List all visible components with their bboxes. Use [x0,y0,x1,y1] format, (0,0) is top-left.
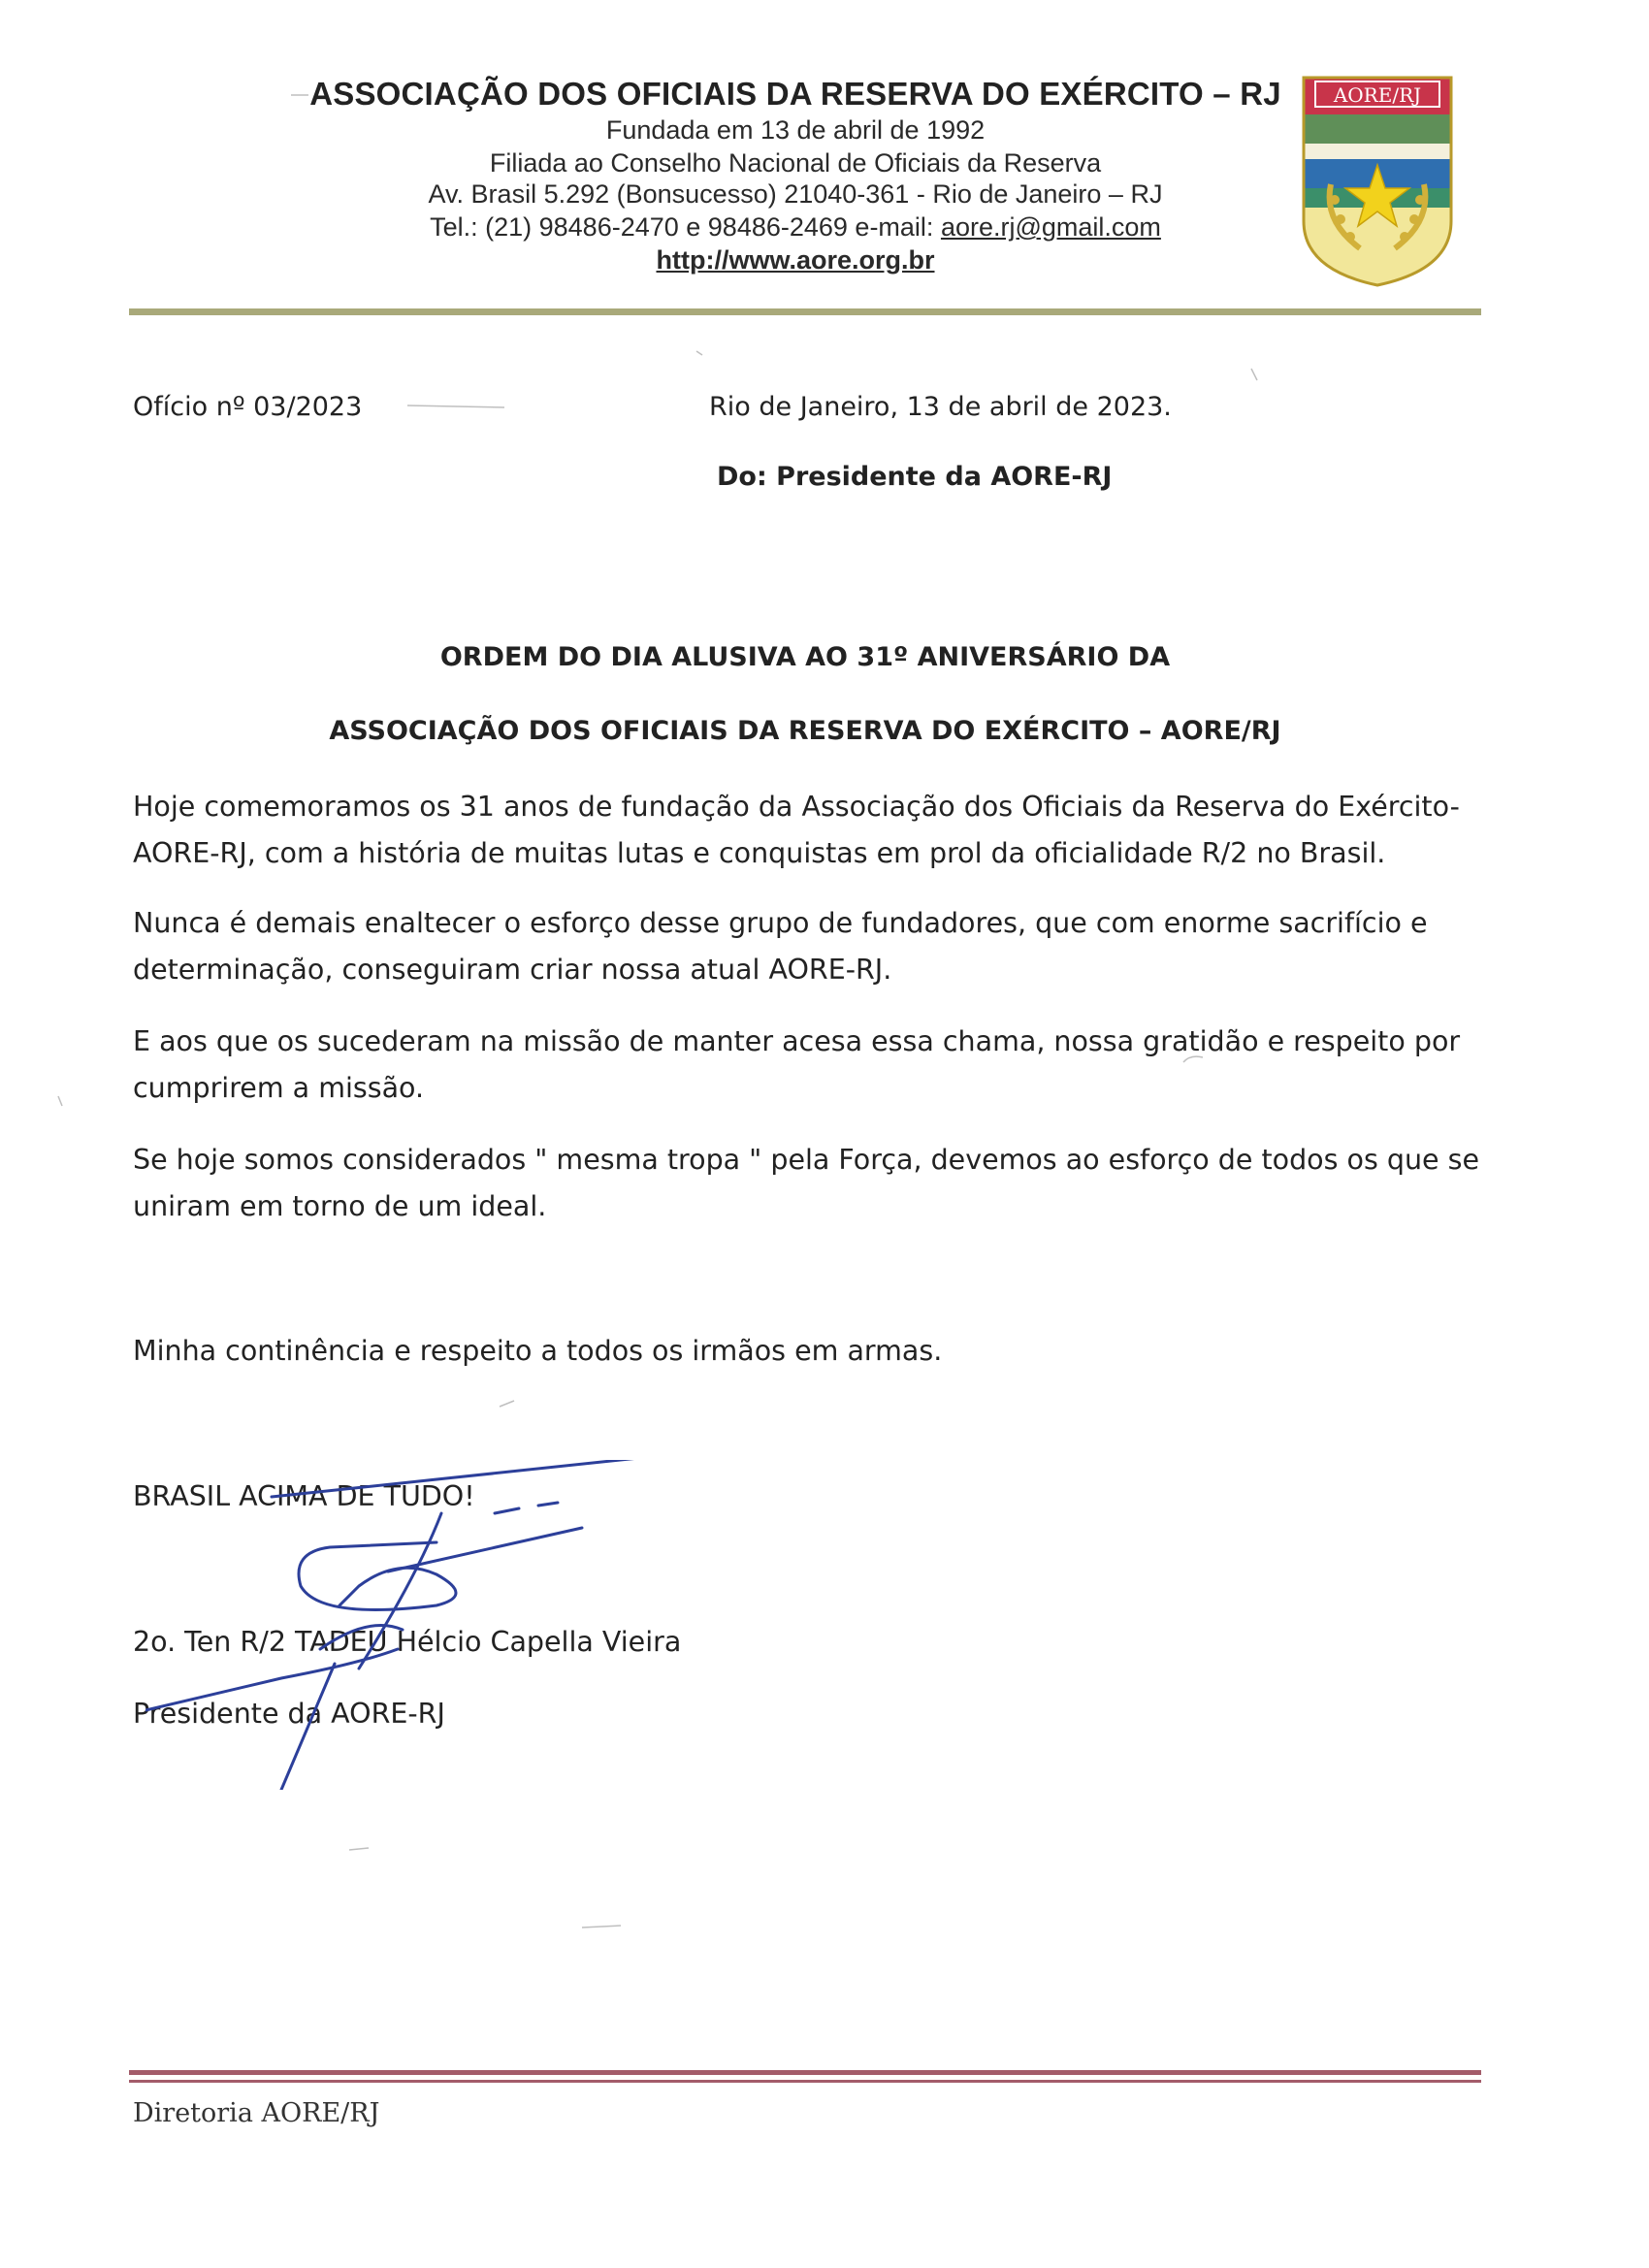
sender-line: Do: Presidente da AORE-RJ [717,462,1113,492]
body-paragraph-4: Se hoje somos considerados " mesma tropa " pela Força, devemos ao esforço de todos os que se uniram em torno de um ideal. [133,1144,1479,1222]
document-title-line-2: ASSOCIAÇÃO DOS OFICIAIS DA RESERVA DO EXÉRCITO – AORE/RJ [329,716,1281,746]
founded-line: Fundada em 13 de abril de 1992 [605,115,986,145]
signer-title: Presidente da AORE-RJ [133,1698,445,1730]
signer-name: 2o. Ten R/2 TADEU Hélcio Capella Vieira [133,1626,682,1658]
office-reference: Ofício nº 03/2023 [133,392,363,422]
body-paragraph-3: E aos que os sucederam na missão de manter acesa essa chama, nossa gratidão e respeito por cumprirem a missão. [133,1025,1461,1104]
address-line: Av. Brasil 5.292 (Bonsucesso) 21040-361 - Rio de Janeiro – RJ [428,179,1163,209]
affiliation-line: Filiada ao Conselho Nacional de Oficiais da Reserva [489,148,1102,178]
email-link[interactable]: aore.rj@gmail.com [940,212,1161,242]
place-date: Rio de Janeiro, 13 de abril de 2023. [709,392,1172,422]
contact-line [291,211,1300,243]
header-divider [129,308,1481,315]
body-paragraph-2: Nunca é demais enaltecer o esforço desse grupo de fundadores, que com enorme sacrifício e determinação, conseguiram criar nossa atual AORE-RJ. [133,907,1428,986]
document-title-line-1: ORDEM DO DIA ALUSIVA AO 31º ANIVERSÁRIO DA [439,642,1171,672]
footer-text: Diretoria AORE/RJ [133,2098,380,2128]
body-paragraph-1: Hoje comemoramos os 31 anos de fundação da Associação dos Oficiais da Reserva do Exército- AORE-RJ, com a história de muitas lutas e conquistas em prol da oficialidade R/2 no Brasil. [133,791,1460,869]
motto-line: BRASIL ACIMA DE TUDO! [133,1480,475,1512]
org-name: ASSOCIAÇÃO DOS OFICIAIS DA RESERVA DO EXÉRCITO – RJ [309,76,1281,112]
phone-text: Tel.: (21) 98486-2470 e 98486-2469 e-mail: [430,212,941,242]
footer-divider-top [129,2070,1481,2075]
website-link[interactable]: http://www.aore.org.br [656,245,935,275]
footer-divider-bottom [129,2080,1481,2083]
aore-rj-emblem [1302,76,1453,287]
emblem-label: AORE/RJ [1333,83,1422,107]
closing-line: Minha continência e respeito a todos os irmãos em armas. [133,1335,943,1367]
website-line [291,244,1300,275]
